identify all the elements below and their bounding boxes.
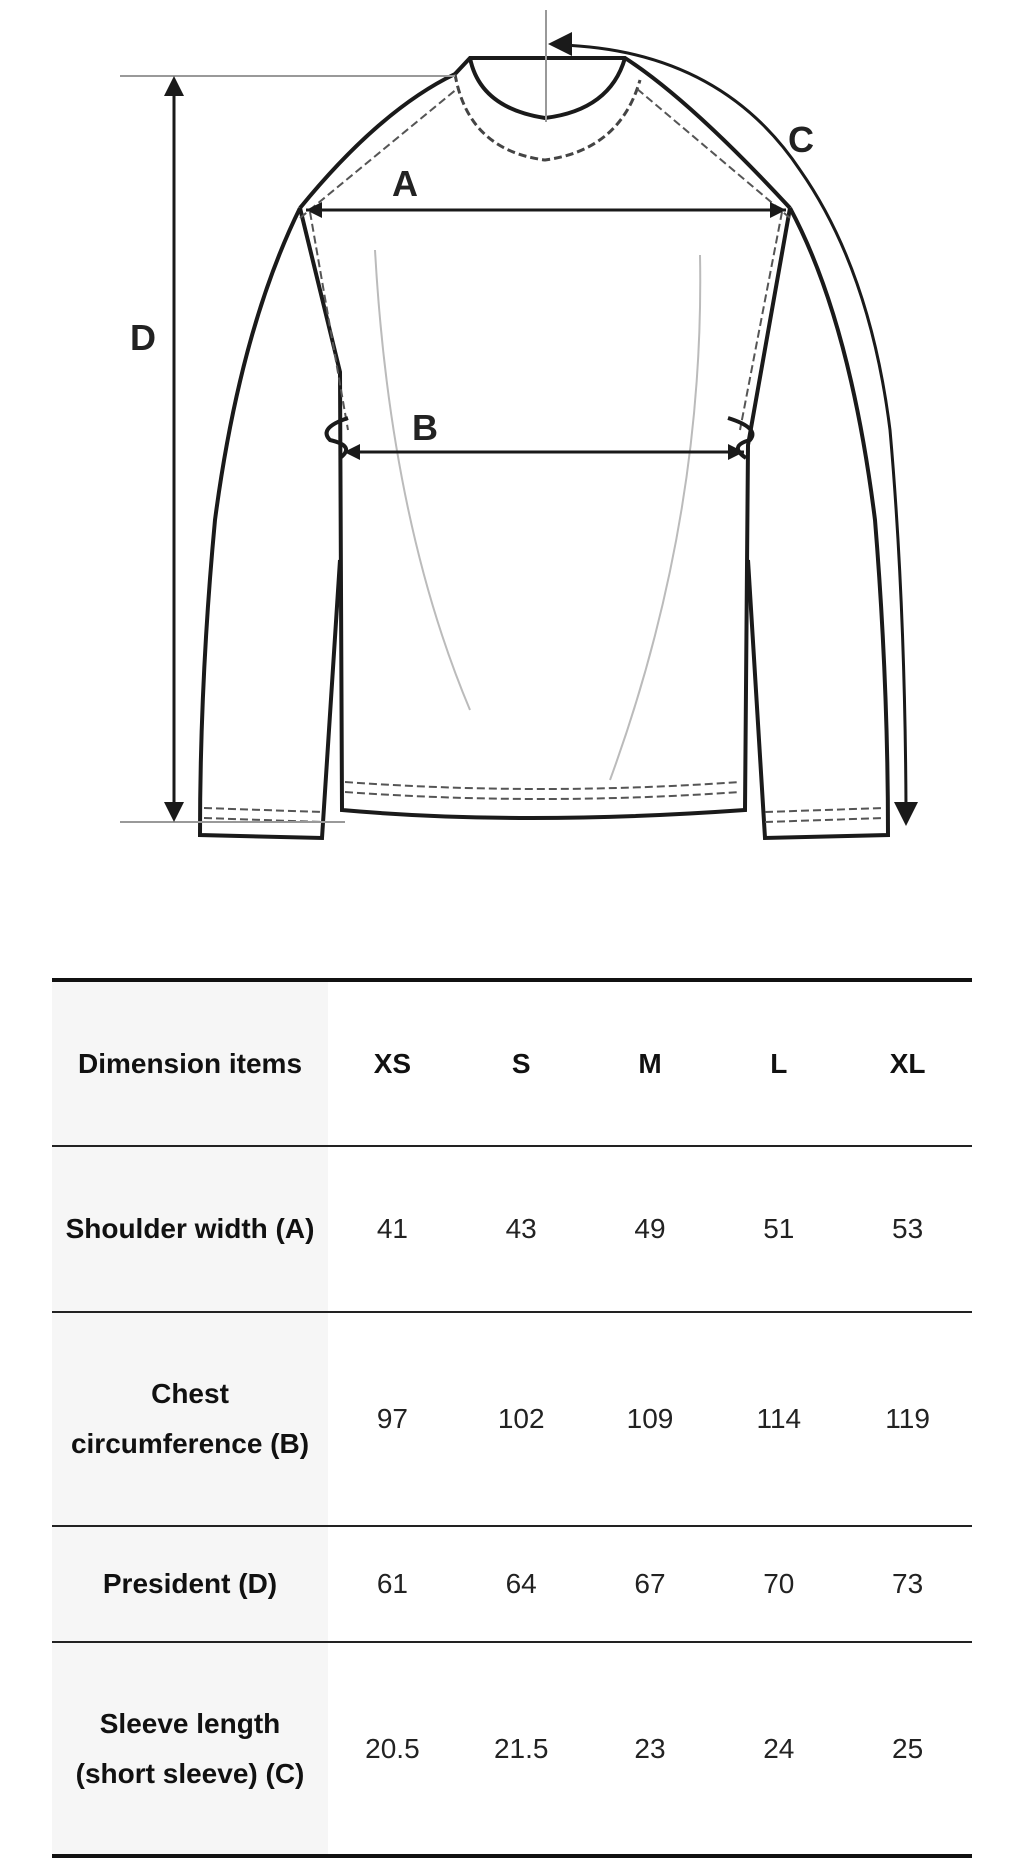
table-cell: 23: [586, 1642, 715, 1856]
label-a: A: [392, 163, 418, 204]
table-cell: 51: [714, 1146, 843, 1312]
left-sleeve-outline: [200, 208, 340, 838]
table-cell: 24: [714, 1642, 843, 1856]
table-cell: 43: [457, 1146, 586, 1312]
size-header-xl: XL: [889, 1047, 926, 1079]
dimension-items-header: Dimension items: [52, 980, 328, 1146]
right-side-seam: [740, 212, 782, 430]
label-c: C: [788, 119, 814, 160]
row-label-shoulder-width: Shoulder width (A): [52, 1146, 328, 1312]
table-cell: 21.5: [457, 1642, 586, 1856]
table-cell: 25: [843, 1642, 972, 1856]
size-header-l: L: [770, 1047, 788, 1079]
table-cell: 53: [843, 1146, 972, 1312]
size-header-xs: XS: [373, 1047, 412, 1079]
table-row-shoulder-width: [52, 1146, 972, 1312]
right-sleeve-outline: [748, 208, 888, 838]
table-cell: 67: [586, 1526, 715, 1642]
size-header-s: S: [511, 1047, 531, 1079]
table-cell: 97: [328, 1312, 457, 1526]
table-cell: 64: [457, 1526, 586, 1642]
right-raglan-seam: [636, 88, 790, 218]
table-header-row: [52, 980, 972, 1146]
chest-wrap-left: [327, 418, 348, 458]
table-cell: 119: [843, 1312, 972, 1526]
fabric-fold-right: [610, 255, 700, 780]
table-cell: 41: [328, 1146, 457, 1312]
row-label-chest-circumference: Chest circumference (B): [52, 1312, 328, 1526]
cuff-stitch-right: [765, 808, 884, 822]
sleeve-length-arrow: [560, 45, 906, 808]
table-cell: 20.5: [328, 1642, 457, 1856]
table-cell: 109: [586, 1312, 715, 1526]
tshirt-body-outline: [300, 208, 790, 818]
size-header-m: M: [638, 1047, 662, 1079]
table-row-sleeve-length: [52, 1642, 972, 1856]
fabric-fold-left: [375, 250, 470, 710]
table-cell: 102: [457, 1312, 586, 1526]
table-row-chest-circumference: [52, 1312, 972, 1526]
table-cell: 61: [328, 1526, 457, 1642]
size-chart-table: [52, 978, 972, 1858]
row-label-president: President (D): [52, 1526, 328, 1642]
hem-stitch: [345, 782, 740, 799]
row-label-sleeve-length: Sleeve length (short sleeve) (C): [52, 1642, 328, 1856]
table-cell: 73: [843, 1526, 972, 1642]
left-side-seam: [310, 212, 348, 430]
label-d: D: [130, 317, 156, 358]
table-cell: 114: [714, 1312, 843, 1526]
label-b: B: [412, 407, 438, 448]
cuff-stitch-left: [204, 808, 322, 822]
table-cell: 49: [586, 1146, 715, 1312]
table-row-president: [52, 1526, 972, 1642]
left-raglan-seam: [300, 88, 458, 218]
table-cell: 70: [714, 1526, 843, 1642]
collar-inner: [470, 58, 625, 118]
tshirt-measurement-diagram: [0, 0, 1024, 880]
